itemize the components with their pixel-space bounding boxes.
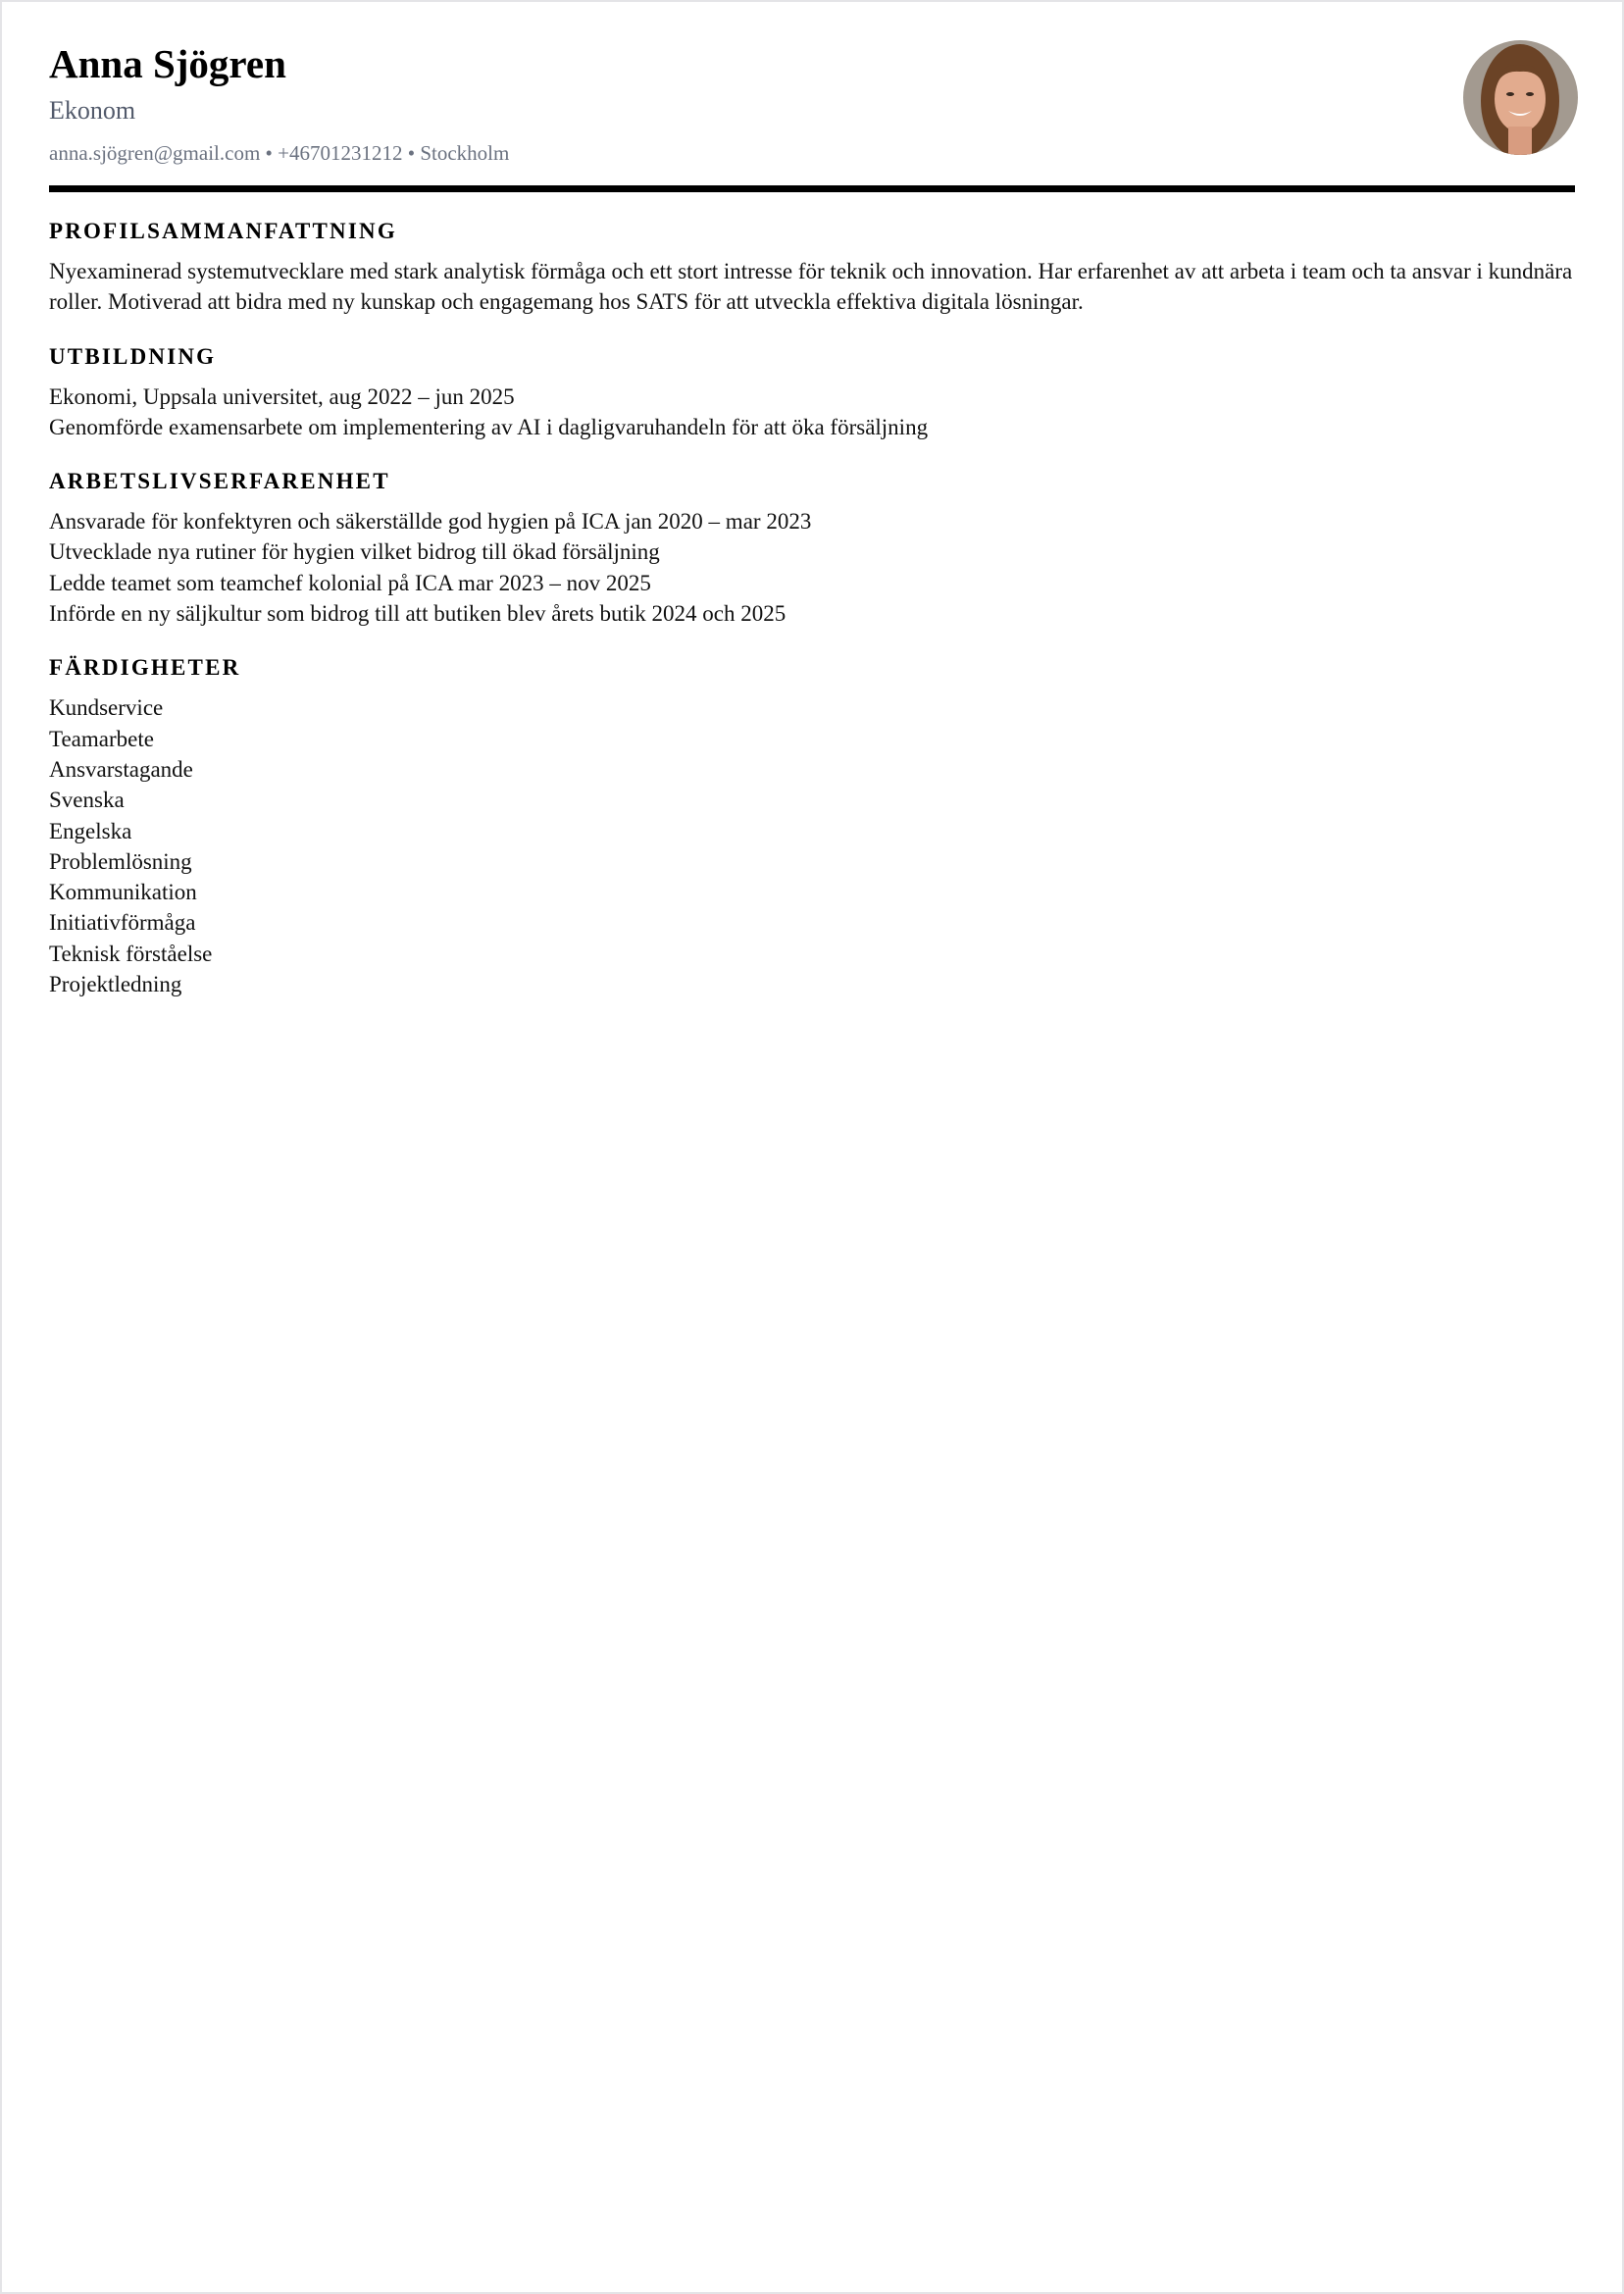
section-heading-skills: FÄRDIGHETER [49,655,241,681]
skill-item: Ansvarstagande [49,756,193,782]
skills-list [49,692,1575,999]
skill-item: Initiativförmåga [49,910,196,936]
skill-item: Kommunikation [49,880,197,905]
experience-line: Införde en ny säljkultur som bidrog till att butiken blev årets butik 2024 och 2025 [49,601,787,627]
education-line: Ekonomi, Uppsala universitet, aug 2022 – jun 2025 [49,383,515,409]
experience-line: Utvecklade nya rutiner för hygien vilket bidrog till ökad försäljning [49,539,660,565]
profile-summary: Nyexaminerad systemutvecklare med stark analytisk förmåga och ett stort intresse för teknik och innovation. Har erfarenhet av att arbeta i team och ta ansvar i kundnära roller. Motiverad att bidra med ny kunskap och engagemang hos SATS för att utveckla effektiva digitala lösningar. [49,259,1573,315]
section-heading-experience: ARBETSLIVSERFARENHET [49,469,390,494]
header-divider [49,185,1575,192]
skill-item: Engelska [49,818,132,843]
skill-item: Projektledning [49,972,182,997]
experience-line: Ledde teamet som teamchef kolonial på ICA mar 2023 – nov 2025 [49,570,651,595]
experience-line: Ansvarade för konfektyren och säkerställde god hygien på ICA jan 2020 – mar 2023 [49,509,812,535]
section-heading-profile: PROFILSAMMANFATTNING [49,219,397,243]
contact-info: anna.sjögren@gmail.com • +46701231212 • Stockholm [49,141,510,165]
education-list [49,382,1575,443]
skill-item: Kundservice [49,695,164,721]
candidate-name: Anna Sjögren [49,41,286,86]
job-title: Ekonom [49,96,136,125]
education-line: Genomförde examensarbete om implementering av AI i dagligvaruhandeln för att öka försäljning [49,414,929,439]
skill-item: Teknisk förståelse [49,941,213,966]
skill-item: Teamarbete [49,726,154,751]
skill-item: Svenska [49,788,125,813]
skill-item: Problemlösning [49,848,192,874]
section-heading-education: UTBILDNING [49,343,217,369]
experience-list [49,506,1575,629]
